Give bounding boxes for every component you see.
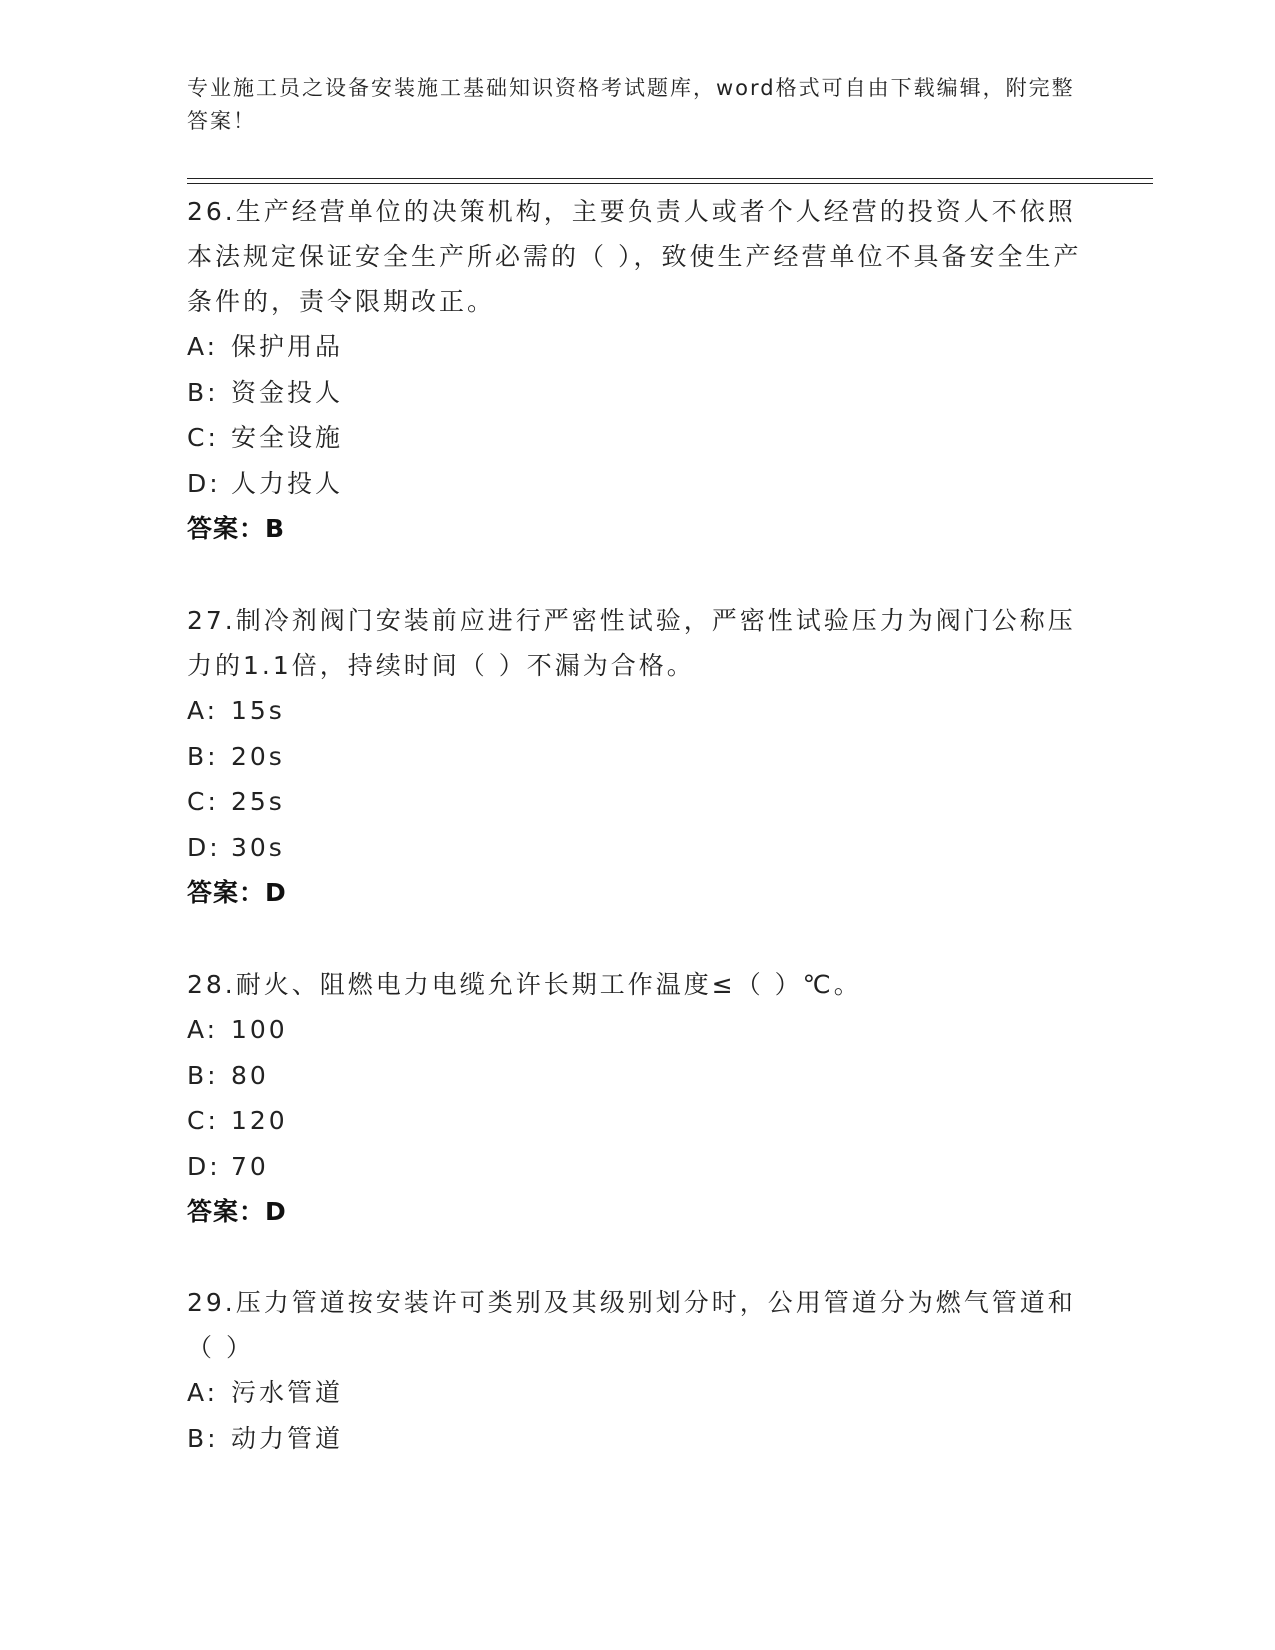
option-b [187, 1416, 1087, 1462]
option-text: 安全设施 [231, 423, 344, 452]
header-rule-bottom [187, 183, 1153, 184]
answer-text: 答案：B [187, 514, 286, 543]
option-d [187, 1144, 1087, 1190]
question-text: 27.制冷剂阀门安装前应进行严密性试验，严密性试验压力为阀门公称压力的1.1倍，持续时间（ ）不漏为合格。 [187, 606, 1076, 680]
option-letter: B: [187, 741, 219, 771]
option-a [187, 1370, 1087, 1416]
option-letter: A: [187, 332, 219, 361]
option-letter: B: [187, 1423, 219, 1453]
option-c [187, 779, 1087, 825]
document-header: 专业施工员之设备安装施工基础知识资格考试题库，word格式可自由下载编辑，附完整答案！ [187, 76, 1075, 133]
option-text: 120 [231, 1106, 288, 1135]
option-letter: C: [187, 1106, 219, 1135]
option-text: 100 [231, 1015, 288, 1044]
answer-text: 答案：D [187, 1197, 287, 1226]
option-letter: B: [187, 1060, 219, 1090]
option-b [187, 1053, 1087, 1099]
option-a [187, 688, 1087, 734]
option-letter: D: [187, 832, 221, 862]
question-text: 26.生产经营单位的决策机构，主要负责人或者个人经营的投资人不依照本法规定保证安全生产所必需的（ ），致使生产经营单位不具备安全生产条件的，责令限期改正。 [187, 197, 1082, 316]
option-d [187, 825, 1087, 871]
question-28 [187, 962, 1087, 1234]
option-letter: B: [187, 377, 219, 407]
answer-text: 答案：D [187, 878, 287, 907]
option-text: 15s [231, 696, 285, 725]
question-text: 28.耐火、阻燃电力电缆允许长期工作温度≤（ ）℃。 [187, 970, 862, 999]
option-letter: A: [187, 1378, 219, 1407]
question-26 [187, 189, 1087, 551]
option-text: 动力管道 [231, 1423, 344, 1453]
option-c [187, 1098, 1087, 1144]
option-letter: D: [187, 1151, 221, 1181]
header-rule-top [187, 178, 1153, 179]
option-letter: C: [187, 787, 219, 816]
question-text: 29.压力管道按安装许可类别及其级别划分时，公用管道分为燃气管道和（ ） [187, 1288, 1076, 1362]
option-text: 污水管道 [231, 1378, 344, 1407]
option-letter: A: [187, 1015, 219, 1044]
question-27 [187, 598, 1087, 915]
option-c [187, 415, 1087, 461]
option-text: 人力投人 [231, 468, 344, 498]
option-text: 保护用品 [231, 332, 344, 361]
option-text: 30s [231, 832, 285, 862]
option-text: 80 [231, 1060, 269, 1090]
option-text: 20s [231, 741, 285, 771]
option-letter: A: [187, 696, 219, 725]
option-text: 25s [231, 787, 285, 816]
option-text: 70 [231, 1151, 269, 1181]
option-letter: C: [187, 423, 219, 452]
option-d [187, 461, 1087, 507]
option-a [187, 1007, 1087, 1053]
option-b [187, 734, 1087, 780]
option-letter: D: [187, 468, 221, 498]
option-text: 资金投人 [231, 377, 344, 407]
option-a [187, 324, 1087, 370]
option-b [187, 370, 1087, 416]
question-29 [187, 1280, 1087, 1461]
